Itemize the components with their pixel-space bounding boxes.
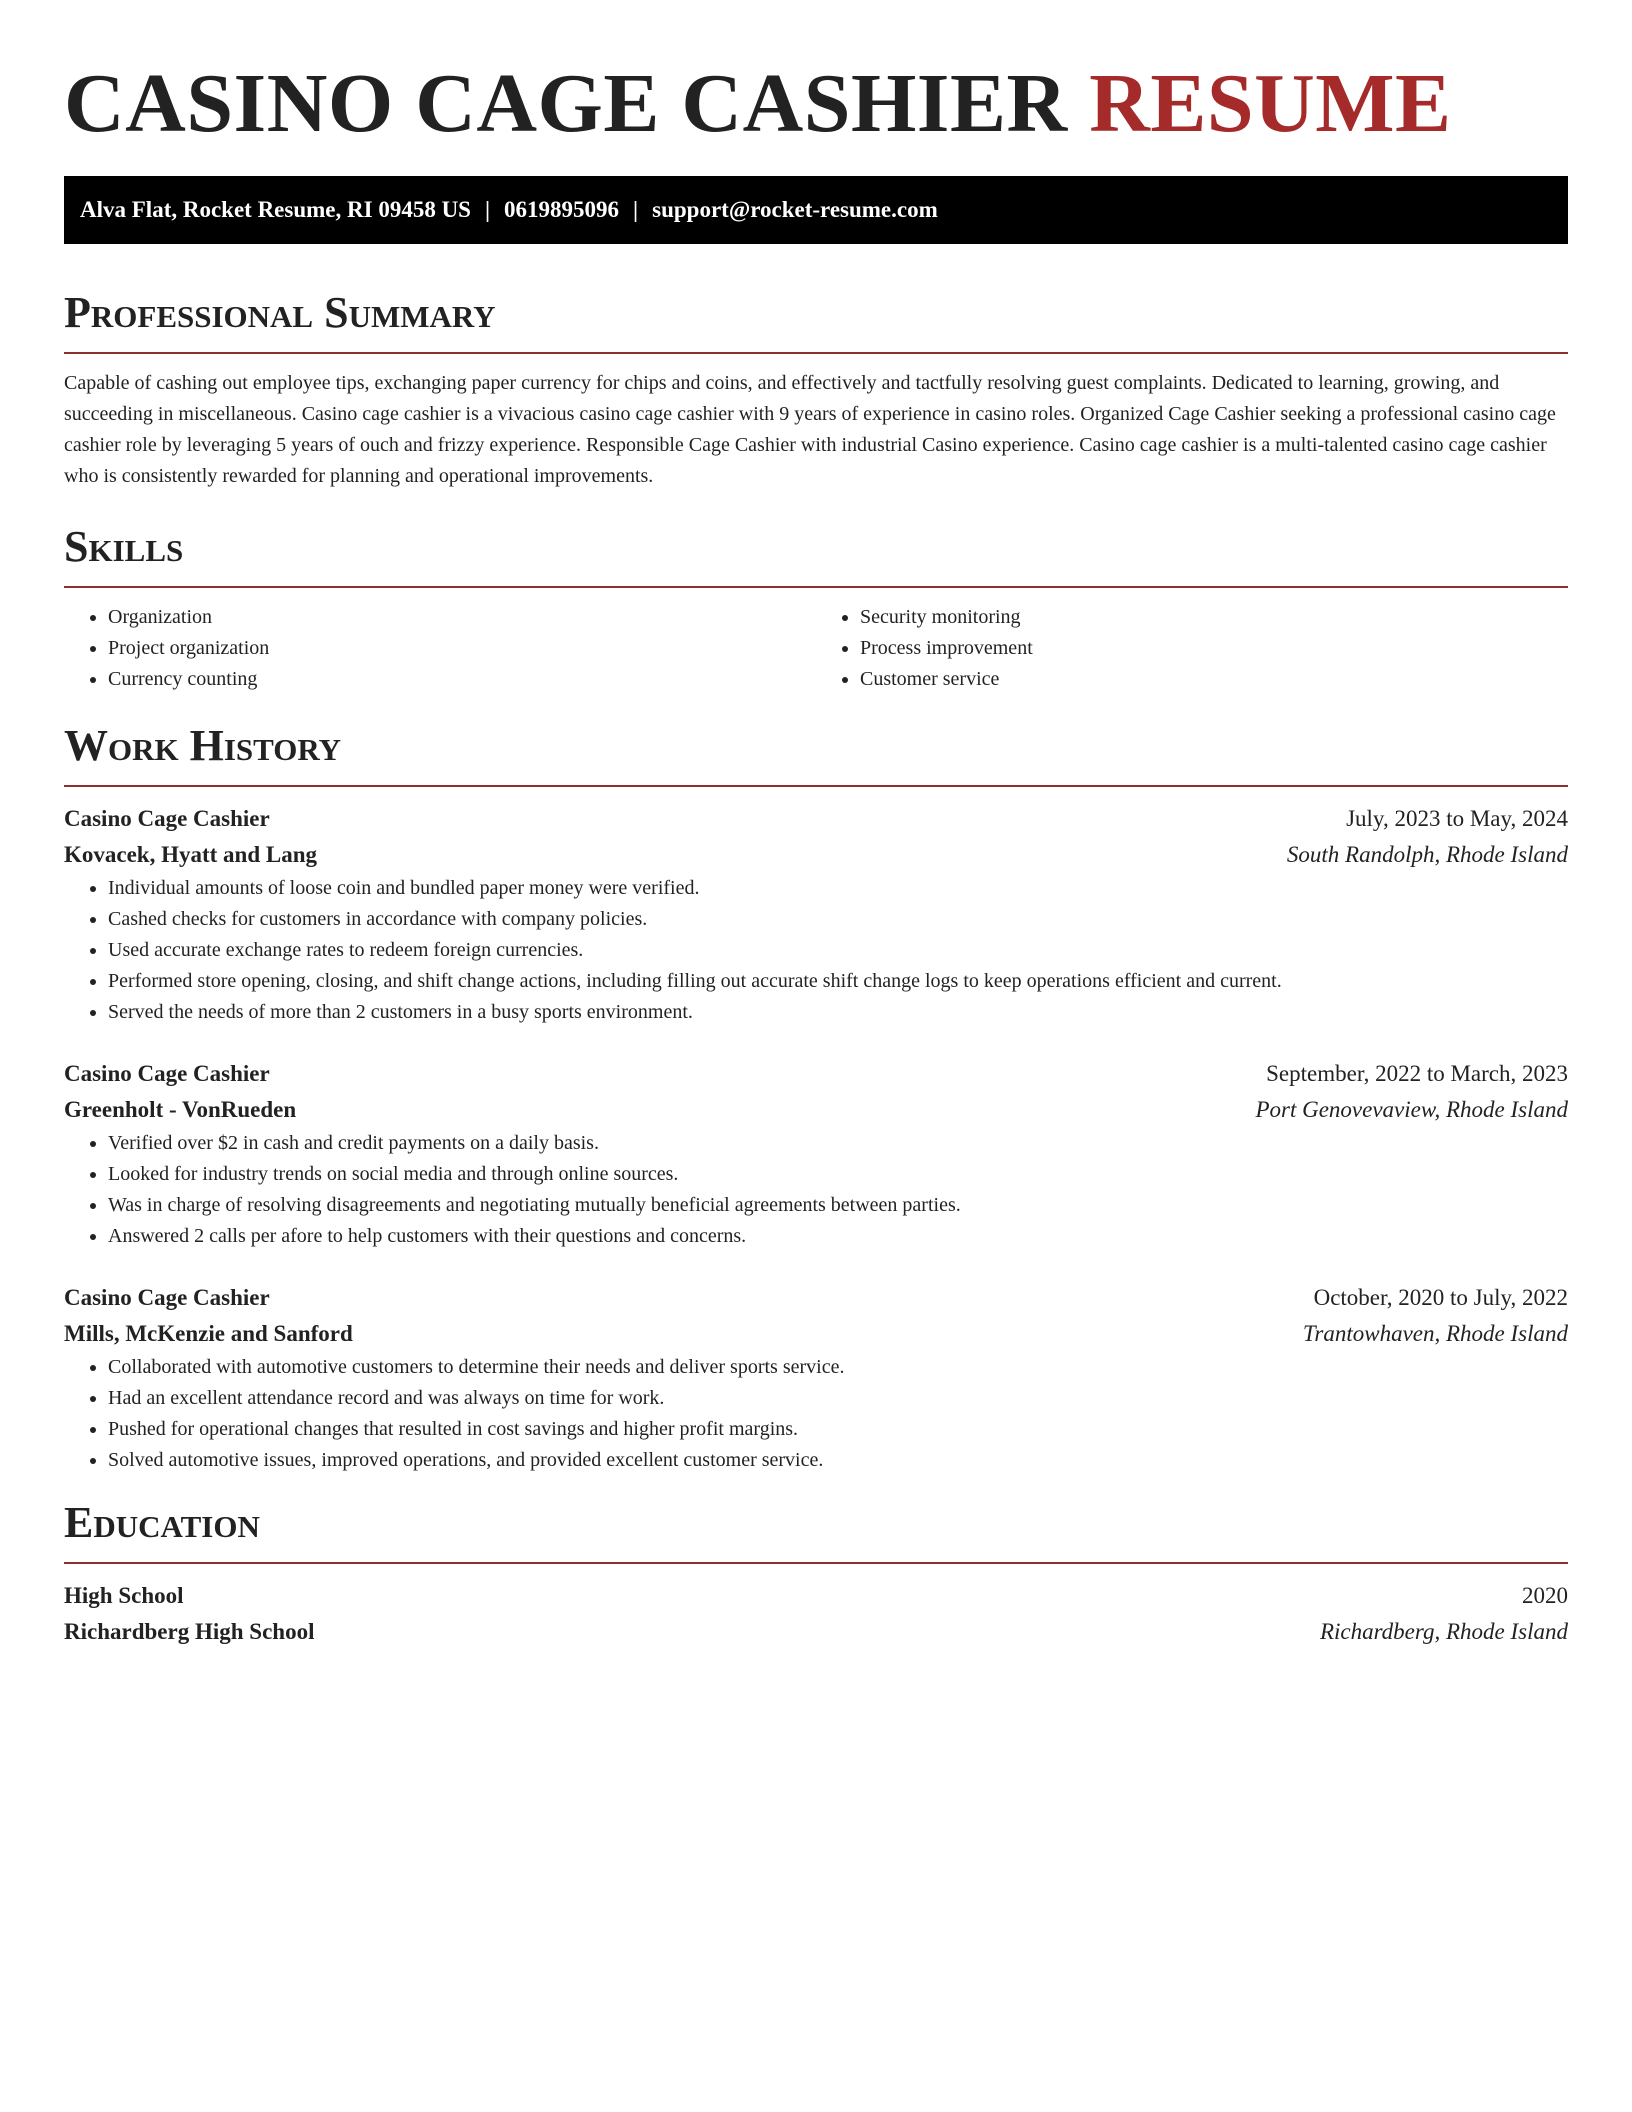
section-divider	[64, 1562, 1568, 1564]
job-duty: • Looked for industry trends on social media and through online sources.	[108, 1159, 1568, 1190]
summary-heading: Professional Summary	[64, 288, 496, 337]
skills-heading: Skills	[64, 522, 184, 571]
section-divider	[64, 785, 1568, 787]
contact-phone: 0619895096	[504, 197, 620, 222]
education-location: Richardberg, Rhode Island	[1319, 1619, 1568, 1644]
skills-column-right	[816, 602, 1568, 695]
education-school: Richardberg High School	[64, 1619, 315, 1644]
job-dates: October, 2020 to July, 2022	[1313, 1285, 1568, 1310]
skill-item: • Process improvement	[860, 633, 1568, 664]
job-company: Kovacek, Hyatt and Lang	[64, 842, 318, 867]
skill-item: • Organization	[108, 602, 816, 633]
education-degree: High School	[64, 1583, 184, 1608]
job-duty: • Had an excellent attendance record and was always on time for work.	[108, 1383, 1568, 1414]
contact-email: support@rocket-resume.com	[652, 197, 938, 222]
job-duty: • Performed store opening, closing, and shift change actions, including filling out accurate shift change logs to keep operations efficient and current.	[108, 966, 1568, 997]
job-duty: • Individual amounts of loose coin and bundled paper money were verified.	[108, 873, 1568, 904]
job-duties	[64, 1128, 1568, 1252]
job-dates: July, 2023 to May, 2024	[1346, 806, 1568, 831]
job-entry	[64, 1280, 1568, 1476]
skills-list	[64, 602, 1568, 695]
job-duty: • Used accurate exchange rates to redeem foreign currencies.	[108, 935, 1568, 966]
skills-column-left	[64, 602, 816, 695]
job-entry	[64, 1056, 1568, 1252]
job-title: Casino Cage Cashier	[64, 1061, 270, 1086]
job-company: Mills, McKenzie and Sanford	[64, 1321, 353, 1346]
contact-separator: |	[633, 197, 639, 222]
job-duty: • Answered 2 calls per afore to help customers with their questions and concerns.	[108, 1221, 1568, 1252]
job-duties	[64, 873, 1568, 1028]
job-entry	[64, 801, 1568, 1028]
job-title: Casino Cage Cashier	[64, 1285, 270, 1310]
job-duty: • Was in charge of resolving disagreements and negotiating mutually beneficial agreements between parties.	[108, 1190, 1568, 1221]
job-duties	[64, 1352, 1568, 1476]
resume-title	[64, 56, 1568, 152]
title-accent: RESUME	[1089, 57, 1452, 150]
job-location: Trantowhaven, Rhode Island	[1302, 1321, 1568, 1346]
job-duty: • Served the needs of more than 2 customers in a busy sports environment.	[108, 997, 1568, 1028]
education-year: 2020	[1522, 1583, 1568, 1608]
work-history-heading: Work History	[64, 721, 342, 770]
title-main: CASINO CAGE CASHIER	[64, 57, 1068, 150]
skill-item: • Currency counting	[108, 664, 816, 695]
job-duty: • Collaborated with automotive customers to determine their needs and deliver sports service.	[108, 1352, 1568, 1383]
job-location: South Randolph, Rhode Island	[1286, 842, 1568, 867]
education-heading: Education	[64, 1498, 260, 1547]
skill-item: • Project organization	[108, 633, 816, 664]
skill-item: • Customer service	[860, 664, 1568, 695]
section-divider	[64, 352, 1568, 354]
contact-bar	[64, 176, 1568, 244]
job-location: Port Genovevaview, Rhode Island	[1255, 1097, 1568, 1122]
contact-separator: |	[484, 197, 491, 222]
job-duty: • Cashed checks for customers in accordance with company policies.	[108, 904, 1568, 935]
section-divider	[64, 586, 1568, 588]
job-company: Greenholt - VonRueden	[64, 1097, 297, 1122]
skill-item: • Security monitoring	[860, 602, 1568, 633]
job-title: Casino Cage Cashier	[64, 806, 270, 831]
job-dates: September, 2022 to March, 2023	[1266, 1061, 1568, 1086]
job-duty: • Verified over $2 in cash and credit payments on a daily basis.	[108, 1128, 1568, 1159]
job-duty: • Pushed for operational changes that resulted in cost savings and higher profit margins.	[108, 1414, 1568, 1445]
job-duty: • Solved automotive issues, improved operations, and provided excellent customer service.	[108, 1445, 1568, 1476]
education-entry	[64, 1578, 1568, 1650]
summary-text: Capable of cashing out employee tips, exchanging paper currency for chips and coins, and effectively and tactfully resolving guest complaints. Dedicated to learning, growing, and succeeding in miscellaneous. Casino cage cashier is a vivacious casino cage cashier with 9 years of experience in casino roles. Organized Cage Cashier seeking a professional casino cage cashier role by leveraging 5 years of ouch and frizzy experience. Responsible Cage Cashier with industrial Casino experience. Casino cage cashier is a multi-talented casino cage cashier who is consistently rewarded for planning and operational improvements.	[64, 372, 1556, 487]
contact-address: Alva Flat, Rocket Resume, RI 09458 US	[80, 197, 471, 222]
